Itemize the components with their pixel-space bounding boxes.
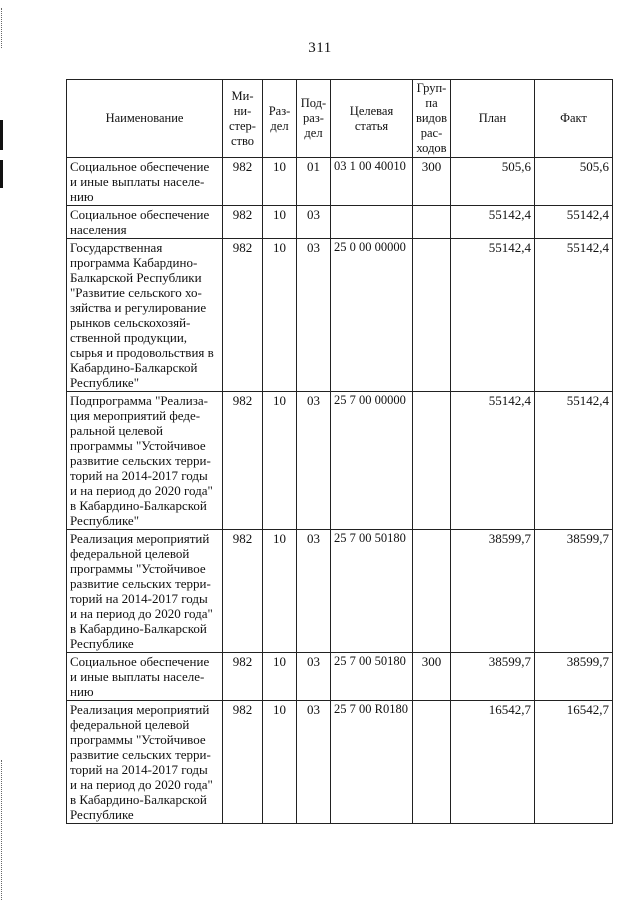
- row-section: 10: [263, 392, 297, 530]
- header-target: Целевая статья: [331, 80, 413, 158]
- table-row: [67, 530, 613, 653]
- row-subsection: 03: [297, 530, 331, 653]
- row-name: Социальное обеспечение населения: [67, 206, 223, 239]
- row-subsection: 03: [297, 653, 331, 701]
- row-target: 03 1 00 40010: [331, 158, 413, 206]
- row-subsection: 03: [297, 701, 331, 824]
- table-row: [67, 653, 613, 701]
- table-row: [67, 158, 613, 206]
- row-ministry: 982: [223, 239, 263, 392]
- table-row: [67, 239, 613, 392]
- page-number: 311: [308, 40, 332, 56]
- header-plan: План: [451, 80, 535, 158]
- row-group: [413, 206, 451, 239]
- row-name: Социальное обеспечение и иные выплаты населе- нию: [67, 653, 223, 701]
- row-section: 10: [263, 701, 297, 824]
- row-subsection: 03: [297, 392, 331, 530]
- row-plan: 38599,7: [451, 653, 535, 701]
- row-section: 10: [263, 158, 297, 206]
- header-fact: Факт: [535, 80, 613, 158]
- row-fact: 505,6: [535, 158, 613, 206]
- row-target: [331, 206, 413, 239]
- row-group: [413, 530, 451, 653]
- row-target: 25 7 00 00000: [331, 392, 413, 530]
- row-fact: 55142,4: [535, 206, 613, 239]
- row-ministry: 982: [223, 530, 263, 653]
- row-section: 10: [263, 653, 297, 701]
- row-fact: 55142,4: [535, 239, 613, 392]
- row-ministry: 982: [223, 158, 263, 206]
- row-plan: 505,6: [451, 158, 535, 206]
- header-group: Груп- па видов рас- ходов: [413, 80, 451, 158]
- table-header-row: [67, 80, 613, 158]
- row-name: Государственная программа Кабардино- Балкарской Республики "Развитие сельского хо- зяйства и регулирование рынков сельскохозяй- ственной продукции, сырья и продовольствия в Кабардино-Балкарской Республике": [67, 239, 223, 392]
- binding-mark-top: [0, 120, 3, 150]
- row-fact: 38599,7: [535, 530, 613, 653]
- header-subsection: Под- раз- дел: [297, 80, 331, 158]
- row-group: 300: [413, 158, 451, 206]
- row-subsection: 01: [297, 158, 331, 206]
- row-name: Реализация мероприятий федеральной целевой программы "Устойчивое развитие сельских терри- торий на 2014-2017 годы и на период до 2020 года" в Кабардино-Балкарской Республике: [67, 530, 223, 653]
- row-target: 25 7 00 50180: [331, 653, 413, 701]
- row-group: [413, 239, 451, 392]
- row-ministry: 982: [223, 701, 263, 824]
- budget-table: [66, 79, 613, 824]
- row-section: 10: [263, 530, 297, 653]
- row-subsection: 03: [297, 239, 331, 392]
- binding-dots-top: [1, 8, 3, 48]
- header-section: Раз- дел: [263, 80, 297, 158]
- header-ministry: Ми- ни- стер- ство: [223, 80, 263, 158]
- table-row: [67, 392, 613, 530]
- row-fact: 55142,4: [535, 392, 613, 530]
- row-fact: 38599,7: [535, 653, 613, 701]
- table-row: [67, 701, 613, 824]
- row-group: [413, 701, 451, 824]
- binding-dots-bottom: [1, 760, 3, 900]
- row-plan: 55142,4: [451, 206, 535, 239]
- row-subsection: 03: [297, 206, 331, 239]
- row-target: 25 7 00 50180: [331, 530, 413, 653]
- row-ministry: 982: [223, 392, 263, 530]
- row-group: 300: [413, 653, 451, 701]
- row-fact: 16542,7: [535, 701, 613, 824]
- row-plan: 16542,7: [451, 701, 535, 824]
- row-section: 10: [263, 206, 297, 239]
- row-ministry: 982: [223, 653, 263, 701]
- row-section: 10: [263, 239, 297, 392]
- row-group: [413, 392, 451, 530]
- table-row: [67, 206, 613, 239]
- row-target: 25 7 00 R0180: [331, 701, 413, 824]
- header-name: Наименование: [67, 80, 223, 158]
- row-name: Подпрограмма "Реализа- ция мероприятий феде- ральной целевой программы "Устойчивое развитие сельских терри- торий на 2014-2017 годы и на период до 2020 года" в Кабардино-Балкарской Республике": [67, 392, 223, 530]
- row-plan: 55142,4: [451, 239, 535, 392]
- binding-mark-middle: [0, 160, 3, 188]
- row-plan: 55142,4: [451, 392, 535, 530]
- row-name: Социальное обеспечение и иные выплаты населе- нию: [67, 158, 223, 206]
- row-plan: 38599,7: [451, 530, 535, 653]
- row-target: 25 0 00 00000: [331, 239, 413, 392]
- row-name: Реализация мероприятий федеральной целевой программы "Устойчивое развитие сельских терри- торий на 2014-2017 годы и на период до 2020 года" в Кабардино-Балкарской Республике: [67, 701, 223, 824]
- row-ministry: 982: [223, 206, 263, 239]
